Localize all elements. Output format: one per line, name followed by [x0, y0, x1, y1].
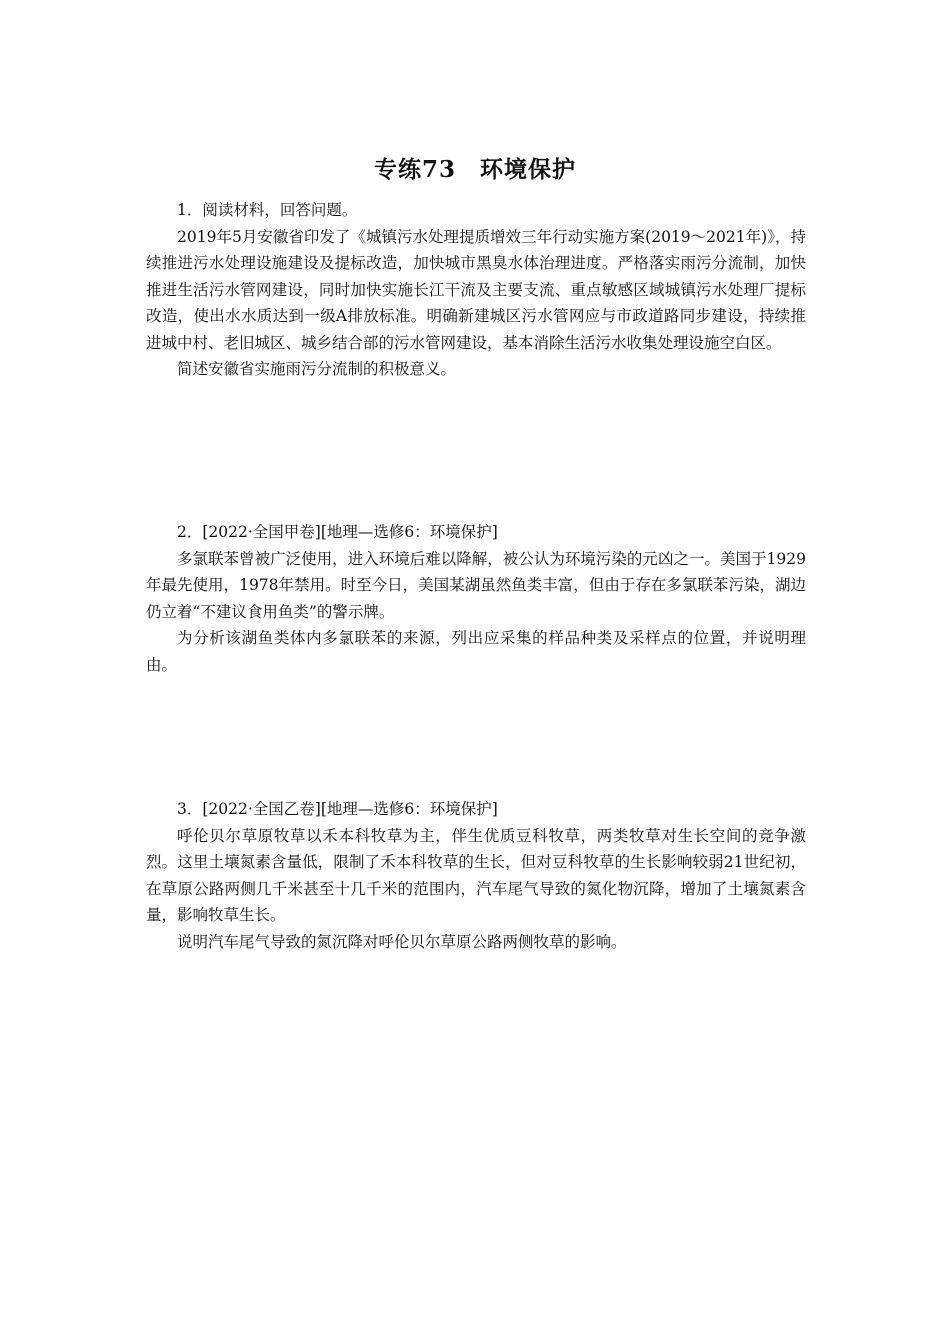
question-3-heading: 3．[2022·全国乙卷][地理—选修6：环境保护] [177, 800, 498, 818]
question-2 [146, 519, 806, 678]
question-3-material: 呼伦贝尔草原牧草以禾本科牧草为主，伴生优质豆科牧草，两类牧草对生长空间的竞争激烈。这里土壤氮素含量低，限制了禾本科牧草的生长，但对豆科牧草的生长影响较弱21世纪初，在草原公路两侧几千米甚至十几千米的范围内，汽车尾气导致的氮化物沉降，增加了土壤氮素含量，影响牧草生长。 [146, 826, 806, 924]
question-1-prompt: 简述安徽省实施雨污分流制的积极意义。 [177, 360, 457, 378]
question-2-heading: 2．[2022·全国甲卷][地理—选修6：环境保护] [177, 523, 498, 541]
page-title: 专练73 环境保护 [373, 156, 576, 183]
question-3 [146, 796, 806, 955]
question-3-prompt: 说明汽车尾气导致的氮沉降对呼伦贝尔草原公路两侧牧草的影响。 [177, 932, 627, 951]
question-2-prompt: 为分析该湖鱼类体内多氯联苯的来源，列出应采集的样品种类及采样点的位置，并说明理由。 [146, 629, 806, 674]
question-2-material: 多氯联苯曾被广泛使用，进入环境后难以降解，被公认为环境污染的元凶之一。美国于1929年最先使用，1978年禁用。时至今日，美国某湖虽然鱼类丰富，但由于存在多氯联苯污染，湖边仍立着“不建议食用鱼类”的警示牌。 [146, 549, 806, 621]
question-1-heading: 1．阅读材料，回答问题。 [177, 201, 358, 219]
question-1 [146, 197, 806, 383]
question-1-material: 2019年5月安徽省印发了《城镇污水处理提质增效三年行动实施方案(2019～2021年)》，持续推进污水处理设施建设及提标改造，加快城市黑臭水体治理进度。严格落实雨污分流制，加快推进生活污水管网建设，同时加快实施长江干流及主要支流、重点敏感区域城镇污水处理厂提标改造，使出水水质达到一级A排放标准。明确新建城区污水管网应与市政道路同步建设，持续推进城中村、老旧城区、城乡结合部的污水管网建设，基本消除生活污水收集处理设施空白区。 [146, 227, 806, 352]
